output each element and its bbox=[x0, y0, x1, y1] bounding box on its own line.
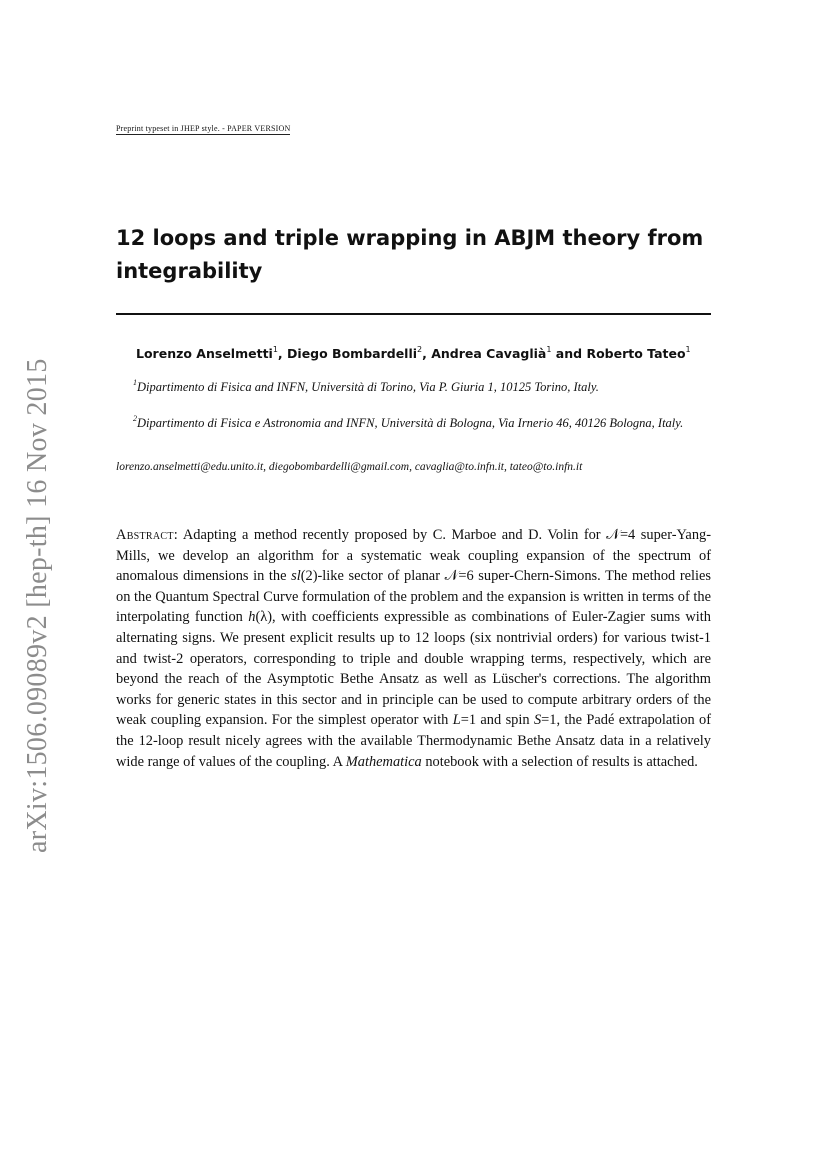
abstract-emphasis: Mathematica bbox=[345, 753, 422, 770]
affiliation-text: Dipartimento di Fisica e Astronomia and INFN, Università di Bologna, Via Irnerio 46, 40126 Bologna, Italy. bbox=[137, 416, 684, 431]
abstract-text: (λ), with coefficients expressible as combinations of Euler-Zagier sums with alternating signs. We present explicit results up to 12 loops (six nontrivial orders) for various twist-1 and twist-2 operators, corresponding to triple and double wrapping terms, respectively, which are beyond the reach of the Asymptotic Bethe Ansatz as well as Lüscher's corrections. The algorithm works for generic states in this sector and in principle can be used to compute arbitrary orders of the weak coupling expansion. For the simplest operator with bbox=[116, 609, 712, 729]
author-name: Diego Bombardelli bbox=[287, 346, 418, 362]
abstract-math: 𝒩=4 bbox=[606, 527, 636, 543]
affiliation-text: Dipartimento di Fisica and INFN, Università di Torino, Via P. Giuria 1, 10125 Torino, Italy. bbox=[137, 380, 599, 395]
title-rule bbox=[116, 313, 711, 315]
paper-title: 12 loops and triple wrapping in ABJM theory from integrability bbox=[116, 226, 704, 283]
abstract-text: (2)-like sector of planar bbox=[300, 568, 445, 585]
affiliation-mark: 2 bbox=[417, 345, 423, 354]
abstract-math: S bbox=[533, 712, 542, 729]
author-emails: lorenzo.anselmetti@edu.unito.it, diegobombardelli@gmail.com, cavaglia@to.infn.it, tateo@to.infn.it bbox=[116, 461, 583, 473]
preprint-note: Preprint typeset in JHEP style. - PAPER VERSION bbox=[116, 124, 291, 133]
abstract-math: L bbox=[452, 712, 461, 729]
abstract-math: 𝒩=6 bbox=[444, 568, 474, 585]
author-separator: , bbox=[277, 346, 288, 362]
abstract-math: h bbox=[248, 609, 256, 626]
abstract-label: Abstract: bbox=[116, 527, 179, 543]
affiliation-mark: 2 bbox=[133, 414, 137, 423]
author-list bbox=[136, 346, 691, 361]
abstract-text: =1 and spin bbox=[460, 712, 534, 729]
abstract-math: sl bbox=[291, 568, 301, 585]
abstract-text: =1, the Padé extrapolation of the 12-loop result nicely agrees with the available Thermodynamic Bethe Ansatz data in a relatively wide range of values of the coupling. A bbox=[116, 712, 712, 770]
affiliation-2 bbox=[133, 411, 693, 432]
author-name: Roberto Tateo bbox=[586, 346, 686, 362]
author-separator: and bbox=[551, 346, 587, 362]
abstract-text: notebook with a selection of results is attached. bbox=[421, 753, 698, 770]
abstract bbox=[116, 525, 711, 772]
affiliation-mark: 1 bbox=[272, 345, 278, 354]
author-name: Lorenzo Anselmetti bbox=[136, 346, 273, 362]
abstract-text: super-Chern-Simons. The method relies on the Quantum Spectral Curve formulation of the problem and the expansion is written in terms of the interpolating function bbox=[116, 568, 711, 626]
arxiv-stamp: arXiv:1506.09089v2 [hep-th] 16 Nov 2015 bbox=[22, 358, 53, 853]
affiliation-mark: 1 bbox=[133, 378, 137, 387]
abstract-text: Adapting a method recently proposed by C. Marboe and D. Volin for bbox=[178, 527, 607, 543]
abstract-text: super-Yang-Mills, we develop an algorithm for a systematic weak coupling expansion of the spectrum of anomalous dimensions in the bbox=[116, 527, 712, 585]
affiliation-mark: 1 bbox=[546, 345, 552, 354]
affiliation-mark: 1 bbox=[685, 345, 691, 354]
author-separator: , bbox=[422, 346, 432, 362]
author-name: Andrea Cavaglià bbox=[431, 346, 547, 362]
affiliation-1 bbox=[133, 375, 693, 396]
